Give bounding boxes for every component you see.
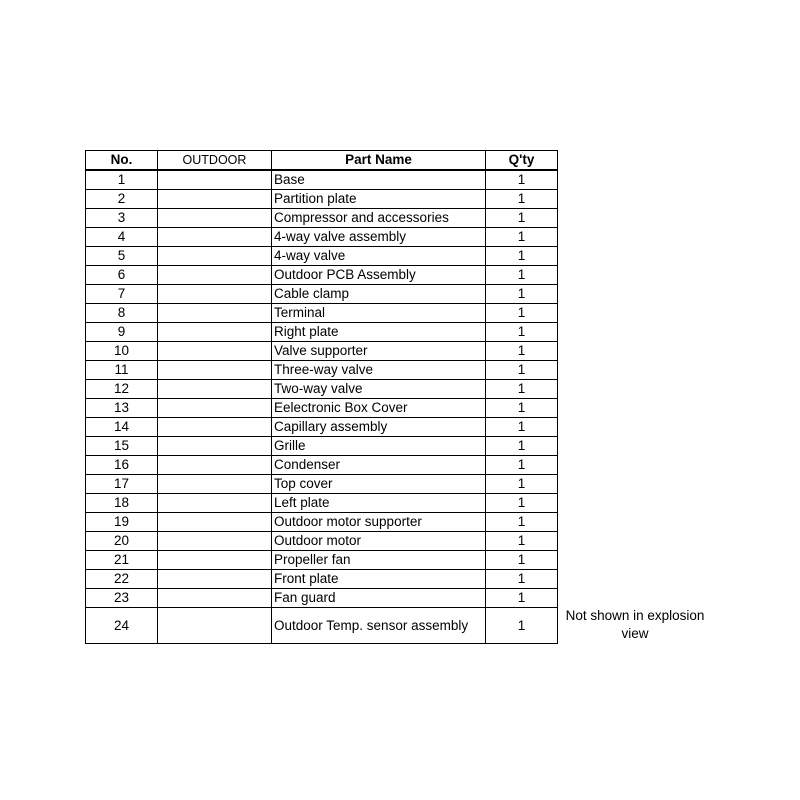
outdoor-cell bbox=[158, 532, 272, 551]
table-row bbox=[86, 399, 558, 418]
part-number-cell: 10 bbox=[86, 342, 158, 361]
quantity-cell: 1 bbox=[486, 475, 558, 494]
part-number-cell: 7 bbox=[86, 285, 158, 304]
quantity-cell: 1 bbox=[486, 285, 558, 304]
table-header-row bbox=[86, 151, 558, 171]
quantity-cell: 1 bbox=[486, 228, 558, 247]
part-number-cell: 22 bbox=[86, 570, 158, 589]
part-number-cell: 18 bbox=[86, 494, 158, 513]
part-name-cell: Top cover bbox=[272, 475, 486, 494]
outdoor-cell bbox=[158, 247, 272, 266]
quantity-cell: 1 bbox=[486, 418, 558, 437]
part-name-cell: Eelectronic Box Cover bbox=[272, 399, 486, 418]
outdoor-cell bbox=[158, 209, 272, 228]
part-number-cell: 9 bbox=[86, 323, 158, 342]
header-part-name: Part Name bbox=[272, 151, 486, 171]
quantity-cell: 1 bbox=[486, 437, 558, 456]
outdoor-cell bbox=[158, 608, 272, 644]
part-number-cell: 15 bbox=[86, 437, 158, 456]
part-number-cell: 20 bbox=[86, 532, 158, 551]
table-row bbox=[86, 285, 558, 304]
quantity-cell: 1 bbox=[486, 380, 558, 399]
table-row bbox=[86, 513, 558, 532]
quantity-cell: 1 bbox=[486, 266, 558, 285]
table-row bbox=[86, 608, 558, 644]
part-number-cell: 4 bbox=[86, 228, 158, 247]
header-outdoor: OUTDOOR bbox=[158, 151, 272, 171]
part-name-cell: Compressor and accessories bbox=[272, 209, 486, 228]
part-name-cell: Fan guard bbox=[272, 589, 486, 608]
part-number-cell: 16 bbox=[86, 456, 158, 475]
table-row bbox=[86, 532, 558, 551]
outdoor-cell bbox=[158, 170, 272, 190]
outdoor-cell bbox=[158, 513, 272, 532]
outdoor-cell bbox=[158, 228, 272, 247]
quantity-cell: 1 bbox=[486, 170, 558, 190]
outdoor-cell bbox=[158, 399, 272, 418]
quantity-cell: 1 bbox=[486, 342, 558, 361]
table-row bbox=[86, 247, 558, 266]
part-number-cell: 14 bbox=[86, 418, 158, 437]
table-row bbox=[86, 323, 558, 342]
outdoor-cell bbox=[158, 418, 272, 437]
part-name-cell: Base bbox=[272, 170, 486, 190]
part-number-cell: 13 bbox=[86, 399, 158, 418]
quantity-cell: 1 bbox=[486, 494, 558, 513]
outdoor-cell bbox=[158, 190, 272, 209]
part-number-cell: 21 bbox=[86, 551, 158, 570]
quantity-cell: 1 bbox=[486, 532, 558, 551]
table-row bbox=[86, 551, 558, 570]
part-name-cell: Terminal bbox=[272, 304, 486, 323]
quantity-cell: 1 bbox=[486, 589, 558, 608]
outdoor-cell bbox=[158, 437, 272, 456]
part-name-cell: Grille bbox=[272, 437, 486, 456]
header-no: No. bbox=[86, 151, 158, 171]
table-body bbox=[86, 170, 558, 644]
quantity-cell: 1 bbox=[486, 190, 558, 209]
part-name-cell: 4-way valve bbox=[272, 247, 486, 266]
part-name-cell: Outdoor PCB Assembly bbox=[272, 266, 486, 285]
part-number-cell: 5 bbox=[86, 247, 158, 266]
quantity-cell: 1 bbox=[486, 456, 558, 475]
part-number-cell: 17 bbox=[86, 475, 158, 494]
table-row bbox=[86, 456, 558, 475]
table-row bbox=[86, 209, 558, 228]
part-number-cell: 2 bbox=[86, 190, 158, 209]
part-name-cell: Left plate bbox=[272, 494, 486, 513]
part-number-cell: 24 bbox=[86, 608, 158, 644]
quantity-cell: 1 bbox=[486, 209, 558, 228]
part-name-cell: Two-way valve bbox=[272, 380, 486, 399]
table-row bbox=[86, 475, 558, 494]
outdoor-cell bbox=[158, 266, 272, 285]
quantity-cell: 1 bbox=[486, 247, 558, 266]
table-row bbox=[86, 342, 558, 361]
part-name-cell: Outdoor motor bbox=[272, 532, 486, 551]
part-name-cell: Outdoor Temp. sensor assembly bbox=[272, 608, 486, 644]
part-name-cell: Front plate bbox=[272, 570, 486, 589]
outdoor-cell bbox=[158, 380, 272, 399]
outdoor-cell bbox=[158, 323, 272, 342]
quantity-cell: 1 bbox=[486, 608, 558, 644]
explosion-view-note: Not shown in explosion view bbox=[565, 608, 705, 641]
part-name-cell: Condenser bbox=[272, 456, 486, 475]
part-name-cell: Right plate bbox=[272, 323, 486, 342]
table-row bbox=[86, 437, 558, 456]
outdoor-cell bbox=[158, 551, 272, 570]
parts-table bbox=[85, 150, 558, 644]
table-row bbox=[86, 361, 558, 380]
outdoor-cell bbox=[158, 494, 272, 513]
quantity-cell: 1 bbox=[486, 399, 558, 418]
part-name-cell: Outdoor motor supporter bbox=[272, 513, 486, 532]
table-row bbox=[86, 380, 558, 399]
header-qty: Q'ty bbox=[486, 151, 558, 171]
part-name-cell: Valve supporter bbox=[272, 342, 486, 361]
quantity-cell: 1 bbox=[486, 323, 558, 342]
table-row bbox=[86, 228, 558, 247]
outdoor-cell bbox=[158, 475, 272, 494]
table-row bbox=[86, 170, 558, 190]
part-number-cell: 8 bbox=[86, 304, 158, 323]
outdoor-cell bbox=[158, 361, 272, 380]
part-number-cell: 1 bbox=[86, 170, 158, 190]
quantity-cell: 1 bbox=[486, 513, 558, 532]
part-name-cell: Cable clamp bbox=[272, 285, 486, 304]
part-number-cell: 23 bbox=[86, 589, 158, 608]
quantity-cell: 1 bbox=[486, 570, 558, 589]
part-name-cell: 4-way valve assembly bbox=[272, 228, 486, 247]
part-number-cell: 11 bbox=[86, 361, 158, 380]
table-row bbox=[86, 190, 558, 209]
table-row bbox=[86, 266, 558, 285]
outdoor-cell bbox=[158, 570, 272, 589]
outdoor-cell bbox=[158, 285, 272, 304]
table-row bbox=[86, 570, 558, 589]
table-row bbox=[86, 589, 558, 608]
table-row bbox=[86, 494, 558, 513]
outdoor-cell bbox=[158, 456, 272, 475]
part-number-cell: 3 bbox=[86, 209, 158, 228]
outdoor-cell bbox=[158, 589, 272, 608]
quantity-cell: 1 bbox=[486, 361, 558, 380]
part-name-cell: Capillary assembly bbox=[272, 418, 486, 437]
quantity-cell: 1 bbox=[486, 551, 558, 570]
table-row bbox=[86, 418, 558, 437]
part-number-cell: 6 bbox=[86, 266, 158, 285]
outdoor-cell bbox=[158, 304, 272, 323]
table-row bbox=[86, 304, 558, 323]
part-name-cell: Propeller fan bbox=[272, 551, 486, 570]
part-name-cell: Partition plate bbox=[272, 190, 486, 209]
part-name-cell: Three-way valve bbox=[272, 361, 486, 380]
part-number-cell: 19 bbox=[86, 513, 158, 532]
outdoor-cell bbox=[158, 342, 272, 361]
part-number-cell: 12 bbox=[86, 380, 158, 399]
quantity-cell: 1 bbox=[486, 304, 558, 323]
